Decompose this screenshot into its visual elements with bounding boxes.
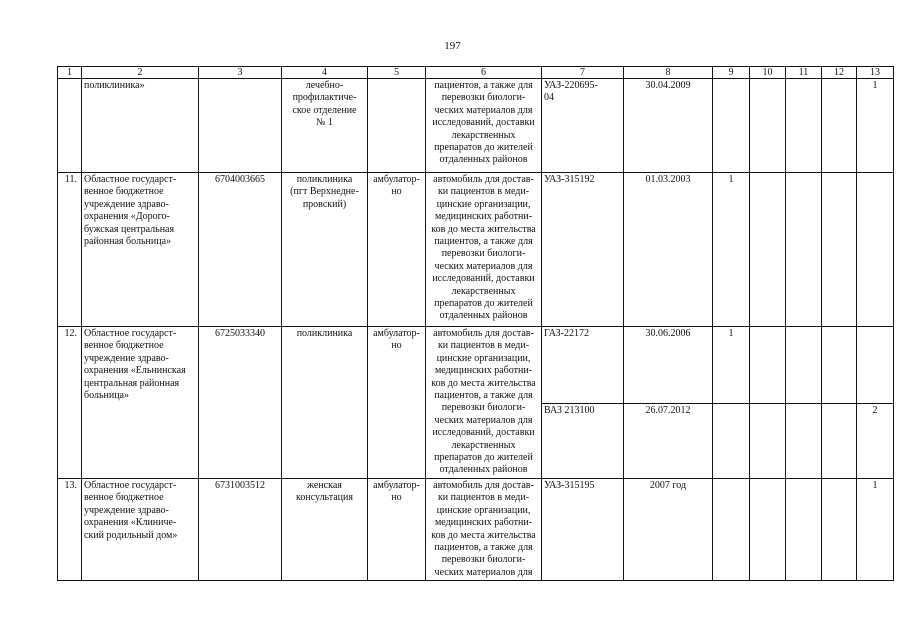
col11-cell [786,478,822,580]
row-number-cell [58,79,82,173]
header-cell: 4 [282,67,368,79]
column-number-row [58,67,894,79]
inn-cell: 6731003512 [199,478,282,580]
col9-cell: 1 [713,173,750,327]
date-cell: 30.04.2009 [624,79,713,173]
date-cell: 2007 год [624,478,713,580]
col11-cell [786,327,822,404]
vehicles-table [57,66,894,581]
col13-cell [857,327,894,404]
table-row-13 [58,478,894,580]
col10-cell [750,173,786,327]
col10-cell [750,403,786,478]
vehicle-cell: УАЗ-315195 [542,478,624,580]
col13-cell: 1 [857,478,894,580]
date-cell: 26.07.2012 [624,403,713,478]
col11-cell [786,403,822,478]
col10-cell [750,327,786,404]
header-cell: 1 [58,67,82,79]
header-cell: 11 [786,67,822,79]
unit-cell: женская консультация [282,478,368,580]
col13-cell: 2 [857,403,894,478]
col12-cell [822,478,857,580]
inn-cell: 6704003665 [199,173,282,327]
purpose-cell: пациентов, а также для перевозки биологи- ческих материалов для исследований, доставки лекарственных препаратов до жителей отдаленных районов [426,79,542,173]
page-number: 197 [444,40,461,52]
col10-cell [750,79,786,173]
header-cell: 2 [82,67,199,79]
service-type-cell [368,79,426,173]
col9-cell [713,79,750,173]
col12-cell [822,403,857,478]
organization-cell: Областное государст- венное бюджетное учреждение здраво- охранения «Клиниче- ский родильный дом» [82,478,199,580]
date-cell: 30.06.2006 [624,327,713,404]
unit-cell: поликлиника [282,327,368,479]
header-cell: 3 [199,67,282,79]
header-cell: 6 [426,67,542,79]
col11-cell [786,79,822,173]
col10-cell [750,478,786,580]
date-cell: 01.03.2003 [624,173,713,327]
purpose-cell: автомобиль для достав- ки пациентов в меди- цинские организации, медицинских работни- ков до места жительства пациентов, а также для перевозки биологи- ческих материалов для исследований, доставки лекарственных препаратов до жителей отдаленных районов [426,327,542,479]
header-cell: 12 [822,67,857,79]
col12-cell [822,79,857,173]
col9-cell [713,403,750,478]
service-type-cell: амбулатор- но [368,327,426,479]
organization-cell: Областное государст- венное бюджетное учреждение здраво- охранения «Дорого- бужская центральная районная больница» [82,173,199,327]
vehicle-cell: УАЗ-315192 [542,173,624,327]
inn-cell: 6725033340 [199,327,282,479]
row-number-cell: 11. [58,173,82,327]
header-cell: 8 [624,67,713,79]
col13-cell: 1 [857,79,894,173]
purpose-cell: автомобиль для достав- ки пациентов в меди- цинские организации, медицинских работни- ков до места жительства пациентов, а также для перевозки биологи- ческих материалов для исследований, доставки лекарственных препаратов до жителей отдаленных районов [426,173,542,327]
table-row-12 [58,327,894,404]
col9-cell [713,478,750,580]
organization-cell: поликлиника» [82,79,199,173]
service-type-cell: амбулатор- но [368,173,426,327]
table-row-11 [58,173,894,327]
table-row-continuation [58,79,894,173]
row-number-cell: 13. [58,478,82,580]
col13-cell [857,173,894,327]
header-cell: 13 [857,67,894,79]
col12-cell [822,327,857,404]
row-number-cell: 12. [58,327,82,479]
col9-cell: 1 [713,327,750,404]
service-type-cell: амбулатор- но [368,478,426,580]
header-cell: 7 [542,67,624,79]
header-cell: 5 [368,67,426,79]
header-cell: 10 [750,67,786,79]
unit-cell: поликлиника (пгт Верхнедне- провский) [282,173,368,327]
unit-cell: лечебно- профилактиче- ское отделение № 1 [282,79,368,173]
header-cell: 9 [713,67,750,79]
vehicle-cell: ГАЗ-22172 [542,327,624,404]
col12-cell [822,173,857,327]
col11-cell [786,173,822,327]
vehicle-cell: УАЗ-220695- 04 [542,79,624,173]
vehicle-cell: ВАЗ 213100 [542,403,624,478]
organization-cell: Областное государст- венное бюджетное учреждение здраво- охранения «Ельнинская центральная районная больница» [82,327,199,479]
inn-cell [199,79,282,173]
purpose-cell: автомобиль для достав- ки пациентов в меди- цинские организации, медицинских работни- ков до места жительства пациентов, а также для перевозки биологи- ческих материалов для [426,478,542,580]
